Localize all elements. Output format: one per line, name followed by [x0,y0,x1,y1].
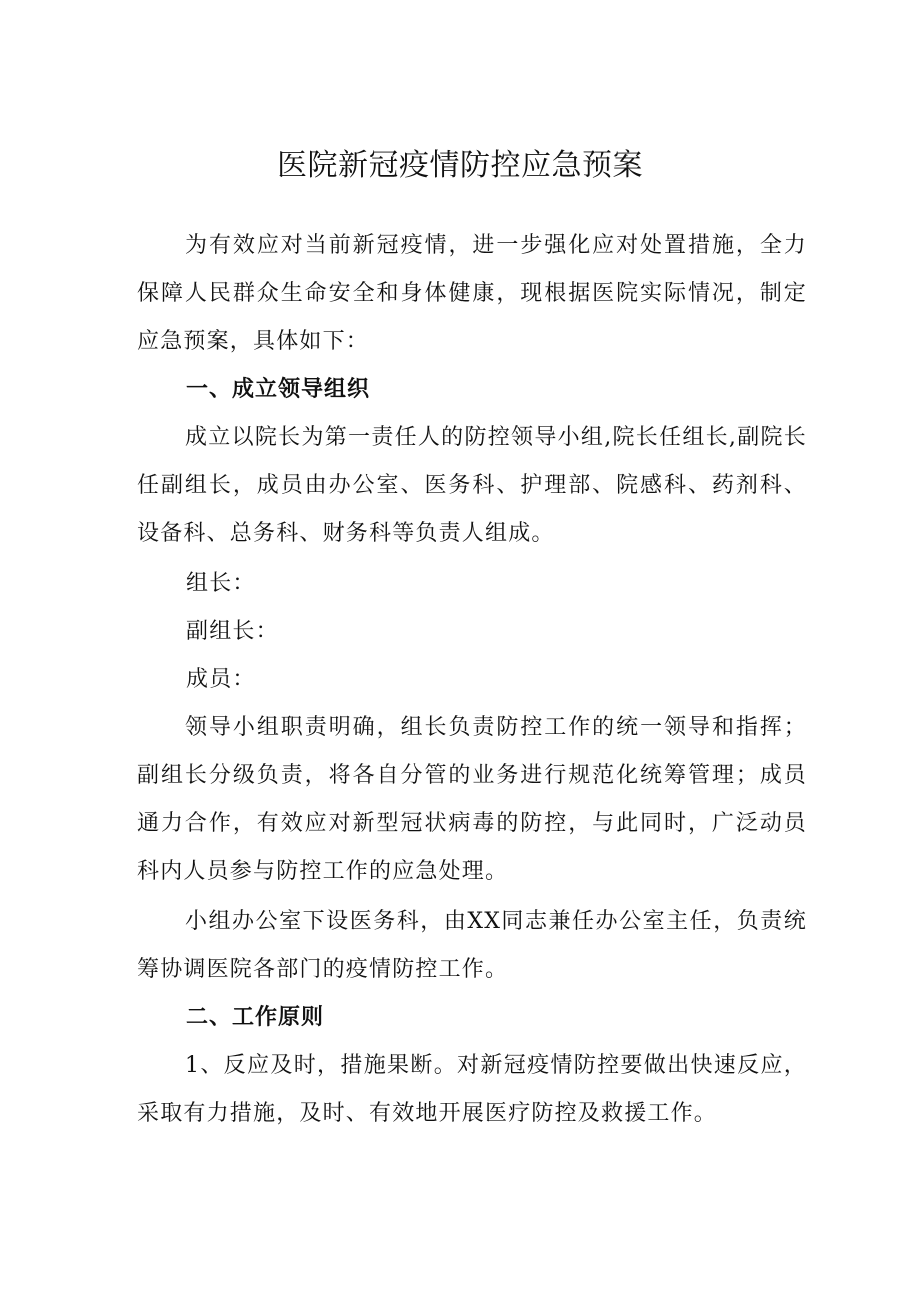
section-1-heading: 一、成立领导组织 [186,377,371,402]
section-1-paragraph-1: 成立以院长为第一责任人的防控领导小组,院长任组长,副院长任副组长，成员由办公室、医务科、护理部、院感科、药剂科、设备科、总务科、财务科等负责人组成。 [137,425,807,546]
members-label: 成员： [186,667,256,692]
leader-label: 组长： [186,571,256,596]
document-title: 医院新冠疫情防控应急预案 [277,148,643,183]
deputy-leader-label: 副组长： [186,619,279,644]
intro-paragraph: 为有效应对当前新冠疫情，进一步强化应对处置措施，全力保障人民群众生命安全和身体健康，现根据医院实际情况，制定应急预案，具体如下： [137,233,807,354]
section-2-paragraph-1: 1、反应及时，措施果断。对新冠疫情防控要做出快速反应，采取有力措施，及时、有效地开展医疗防控及救援工作。 [137,1053,807,1126]
section-1-paragraph-3: 小组办公室下设医务科，由XX同志兼任办公室主任，负责统筹协调医院各部门的疫情防控工作。 [137,909,807,982]
section-2-heading: 二、工作原则 [186,1005,325,1030]
section-1-paragraph-2: 领导小组职责明确，组长负责防控工作的统一领导和指挥；副组长分级负责，将各自分管的业务进行规范化统筹管理；成员通力合作，有效应对新型冠状病毒的防控，与此同时，广泛动员科内人员参与防控工作的应急处理。 [137,715,807,884]
